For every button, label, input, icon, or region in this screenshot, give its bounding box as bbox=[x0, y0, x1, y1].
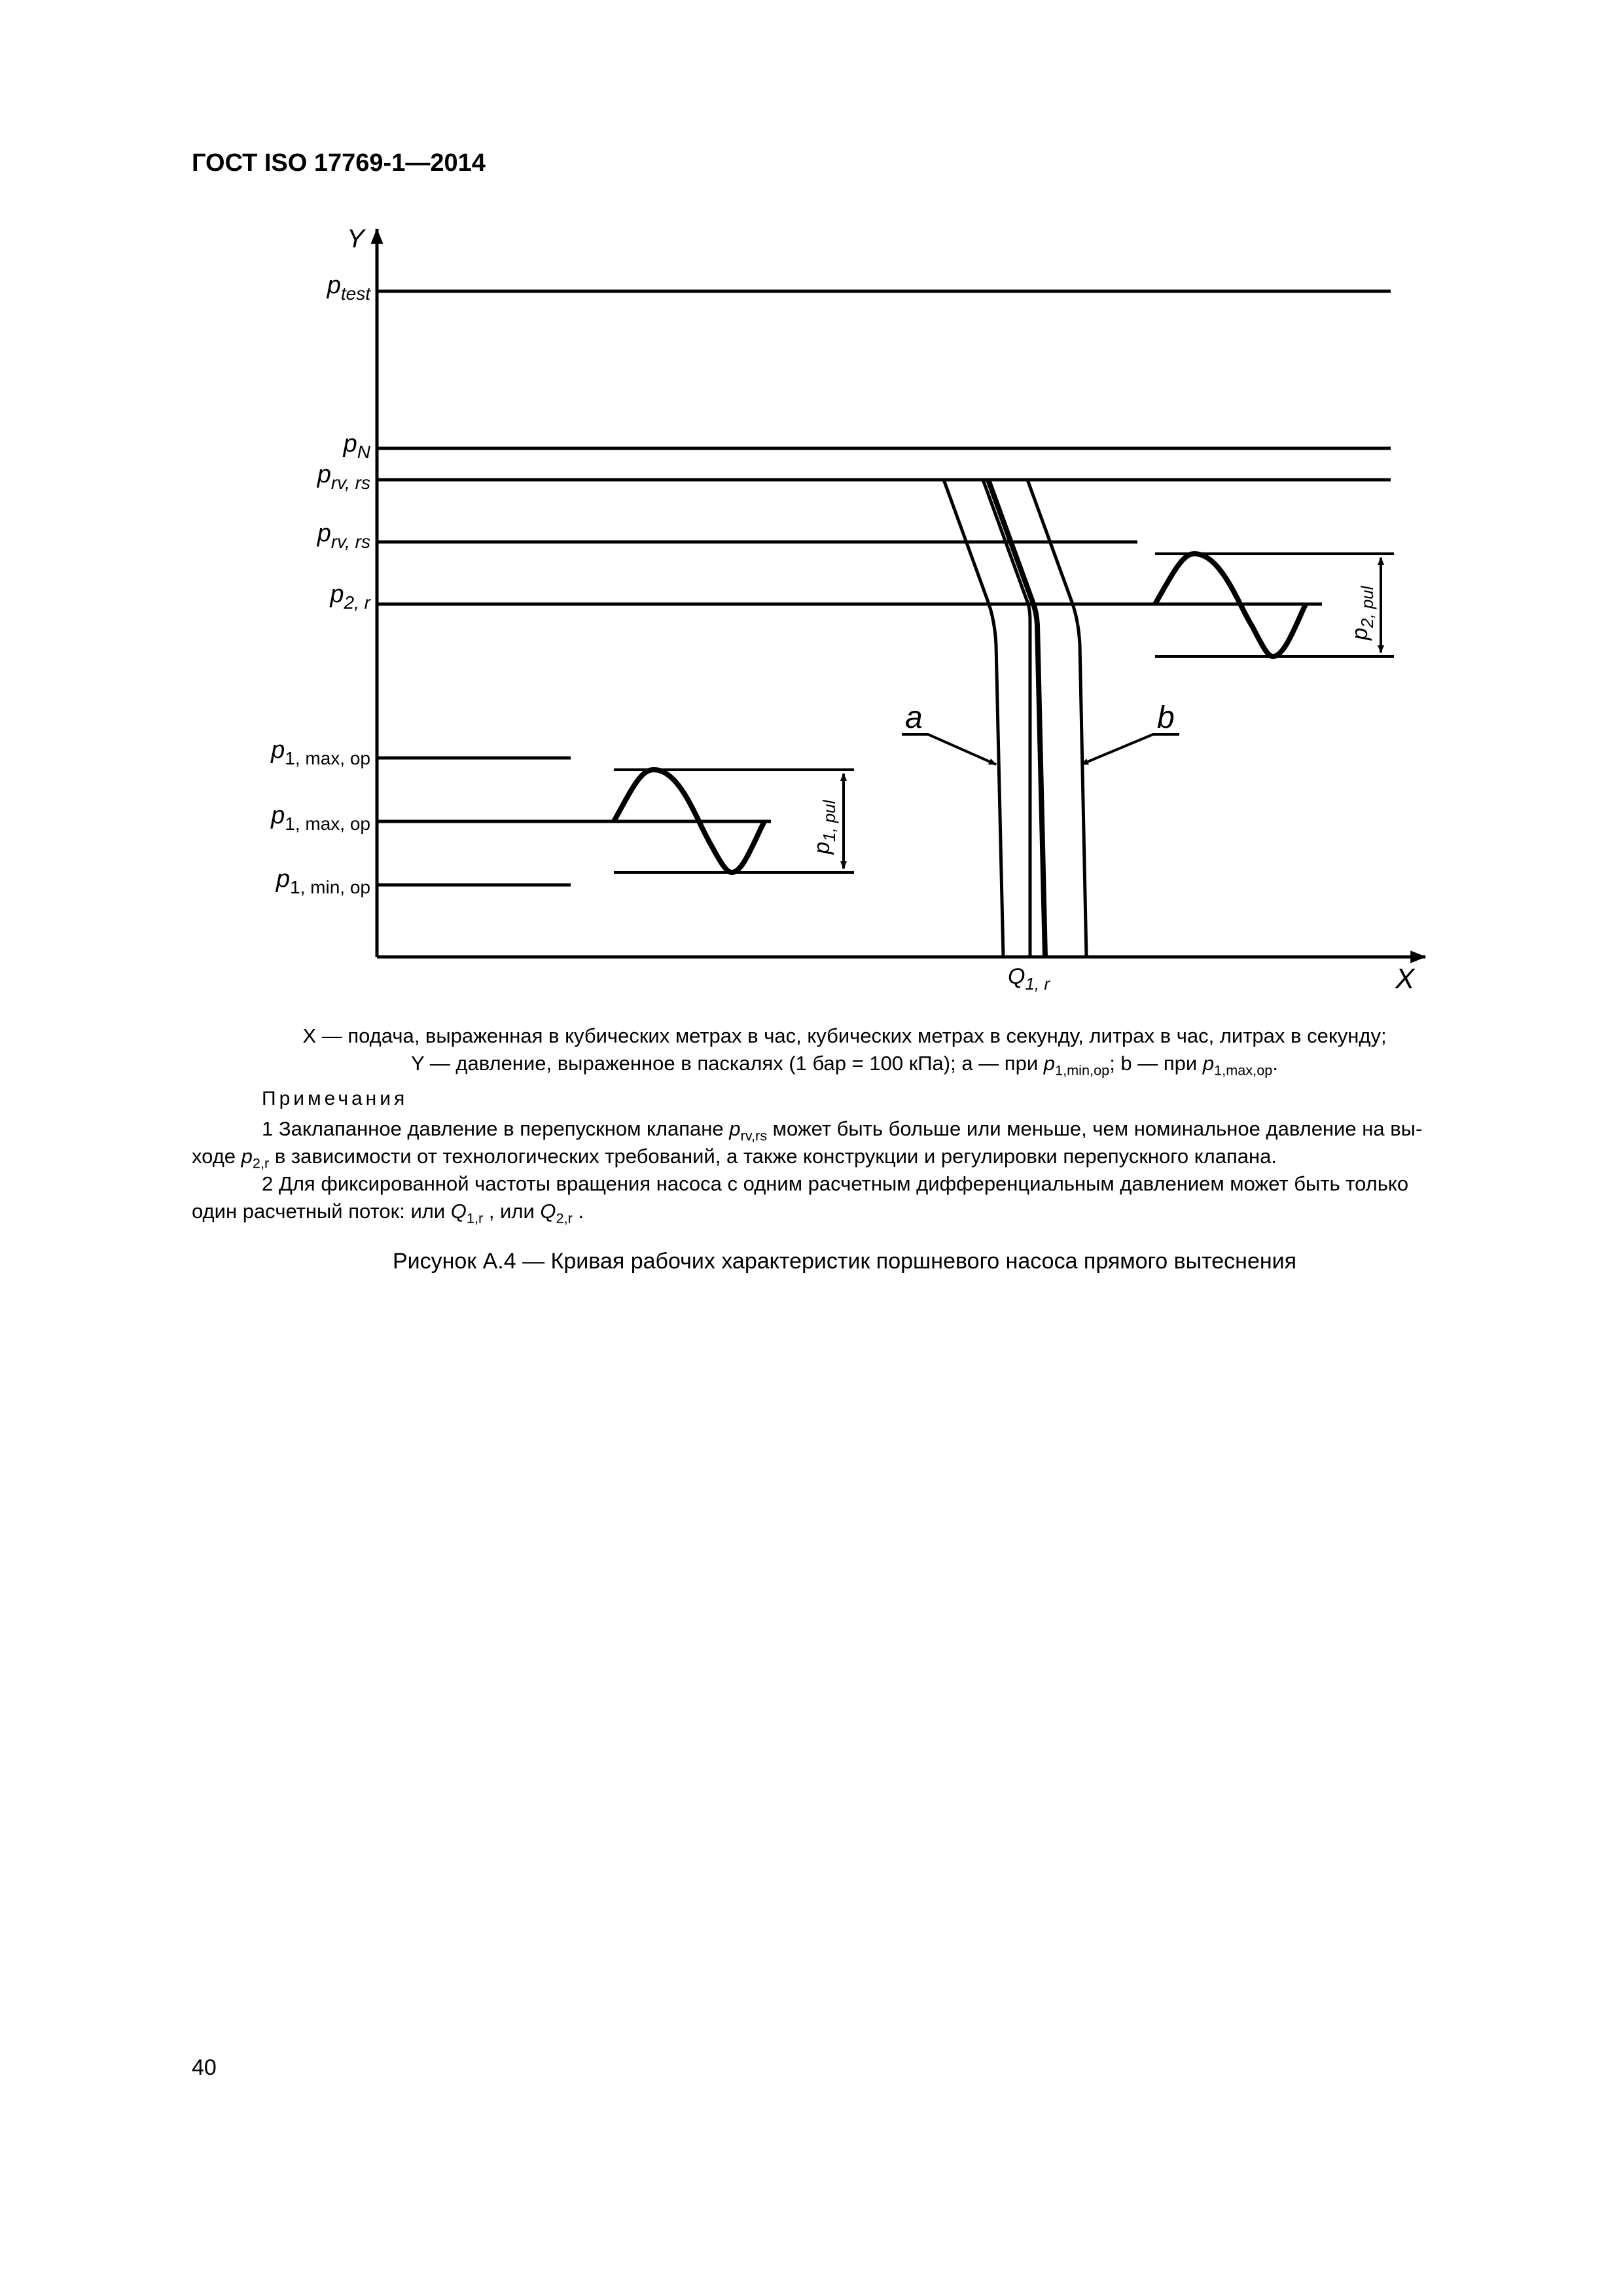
label-p-rv-rs-2: $p_{rv, rs}$ bbox=[317, 520, 370, 552]
leader-a bbox=[902, 734, 996, 764]
note-2-line-2: один расчетный поток: или $Q_{1,r}$ , или $Q_{2,r}$ . bbox=[192, 1200, 584, 1227]
notes-heading: Примечания bbox=[262, 1088, 408, 1109]
label-p-n: $p_N$ bbox=[343, 430, 370, 462]
characteristic-curves bbox=[944, 480, 1086, 957]
flow-label: $Q_{1, r}$ bbox=[1008, 964, 1050, 994]
legend-line-1: X — подача, выраженная в кубических метрах в час, кубических метрах в секунду, литрах в час, литрах в секунду; bbox=[302, 1024, 1387, 1047]
level-labels bbox=[270, 272, 372, 897]
performance-curve-figure bbox=[0, 0, 1623, 1047]
axes bbox=[377, 229, 1425, 957]
legend-line-2: Y — давление, выраженное в паскалях (1 бар = 100 кПа); a — при $p_{1,min,op}$; b — при $p_{1,max,op}$. bbox=[411, 1052, 1278, 1079]
label-p-1-min-op: $p_{1, min, op}$ bbox=[276, 865, 370, 897]
curve-a bbox=[944, 480, 1003, 957]
x-axis-label: X bbox=[1395, 963, 1415, 995]
pressure-level-lines bbox=[377, 291, 1391, 885]
label-p-1-max-op-1: $p_{1, max, op}$ bbox=[271, 736, 370, 768]
curve-label-a: a bbox=[905, 700, 923, 735]
pulsation-2-label: $p_{2, pul}$ bbox=[1347, 586, 1377, 640]
label-p-2-r: $p_{2, r}$ bbox=[330, 581, 370, 613]
figure-caption: Рисунок А.4 — Кривая рабочих характеристик поршневого насоса прямого вытеснения bbox=[392, 1249, 1297, 1274]
note-2-line-1: 2 Для фиксированной частоты вращения насоса с одним расчетным дифференциальным давлением может быть только bbox=[262, 1172, 1409, 1195]
document-header: ГОСТ ISO 17769-1—2014 bbox=[192, 149, 486, 177]
page-number: 40 bbox=[192, 2055, 217, 2080]
pulsation-1-label: $p_{1, pul}$ bbox=[810, 800, 839, 854]
curve-label-b: b bbox=[1157, 700, 1175, 735]
curve-b bbox=[1027, 480, 1086, 957]
label-p-rv-rs-1: $p_{rv, rs}$ bbox=[317, 461, 370, 493]
label-p-1-max-op-2: $p_{1, max, op}$ bbox=[271, 802, 370, 834]
y-axis-label: Y bbox=[347, 224, 365, 253]
curve-middle-left bbox=[983, 480, 1030, 957]
note-1-line-2: ходе $p_{2,r}$ в зависимости от технологических требований, а также конструкции и регулировки перепускного клапана. bbox=[192, 1145, 1277, 1172]
leader-b bbox=[1081, 734, 1179, 764]
note-1-line-1: 1 Заклапанное давление в перепускном клапане $p_{rv,rs}$ может быть больше или меньше, чем номинальное давление на вы- bbox=[262, 1117, 1423, 1144]
label-p-test: $p_{test}$ bbox=[327, 272, 370, 304]
